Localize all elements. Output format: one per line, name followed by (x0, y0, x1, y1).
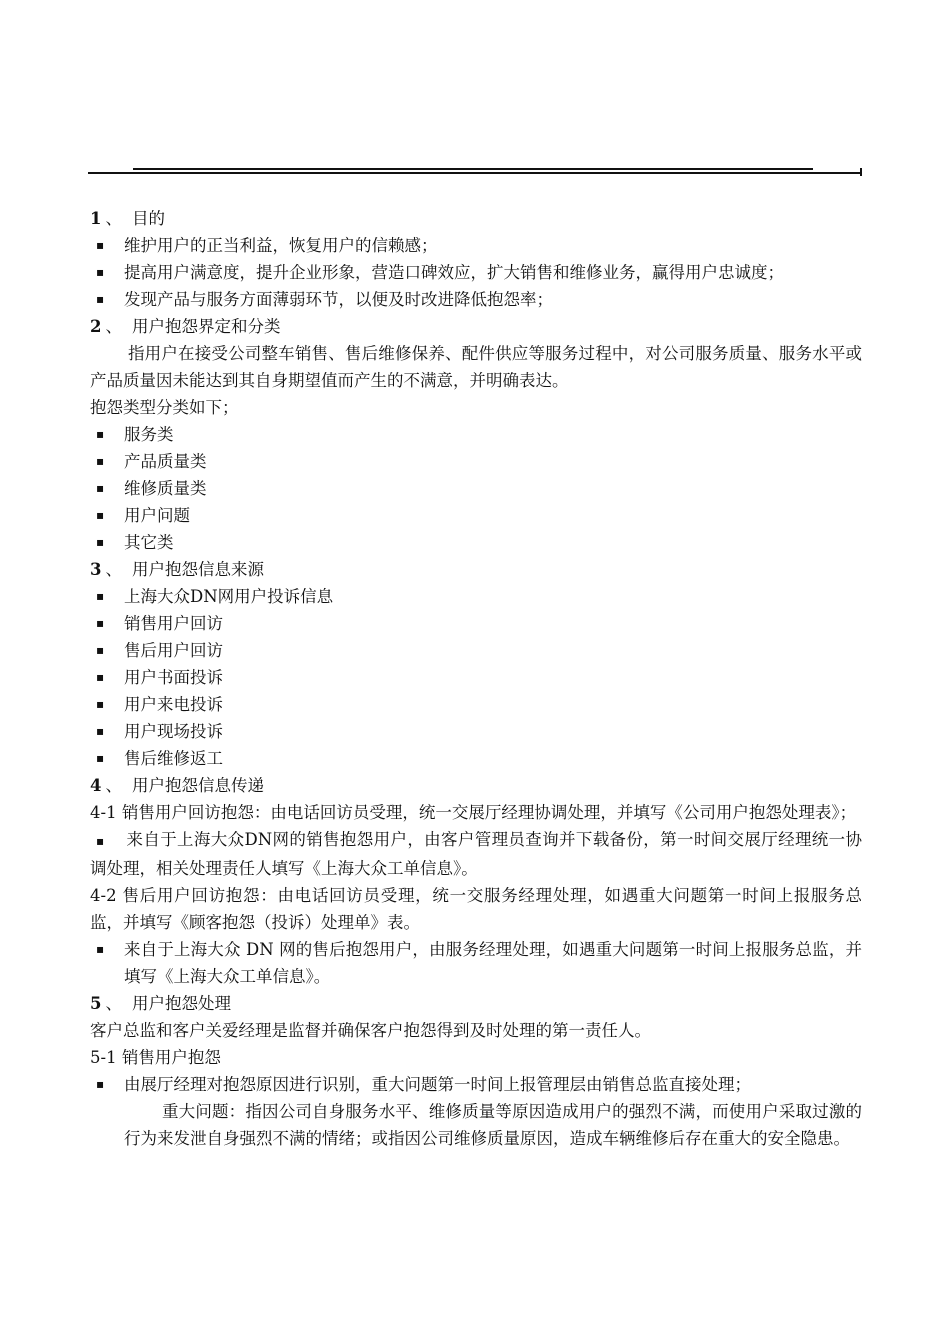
header-rule-outer (88, 172, 862, 174)
bullet-icon: ▪ (96, 265, 105, 279)
bullet-icon: ▪ (96, 1077, 105, 1091)
paragraph-4-1-bullet: ▪ 来自于上海大众DN网的销售抱怨用户，由客户管理员查询并下载备份，第一时间交展厅经理统一协调处理，相关处理责任人填写《上海大众工单信息》。 (90, 830, 863, 878)
list-item: ▪ 销售用户回访 (90, 610, 862, 637)
section-heading-3: 3 、 用户抱怨信息来源 (90, 560, 264, 579)
header-rule-inner (133, 168, 813, 170)
bullet-icon: ▪ (96, 724, 105, 738)
bullet-icon: ▪ (96, 616, 105, 630)
list-item: ▪ 维修质量类 (90, 475, 862, 502)
list-item: ▪ 用户来电投诉 (90, 691, 862, 718)
bullet-icon: ▪ (96, 751, 105, 765)
list-item: ▪ 其它类 (90, 529, 862, 556)
bullet-icon: ▪ (96, 454, 105, 468)
bullet-icon: ▪ (96, 238, 105, 252)
header-rule-tick (860, 168, 862, 176)
bullet-icon: ▪ (96, 481, 105, 495)
subheading-5-1: 5-1 销售用户抱怨 (90, 1048, 221, 1067)
list-item: ▪ 售后维修返工 (90, 745, 862, 772)
section-heading-4: 4 、 用户抱怨信息传递 (90, 776, 264, 795)
list-item: ▪ 提高用户满意度，提升企业形象，营造口碑效应，扩大销售和维修业务，赢得用户忠诚度； (90, 259, 862, 286)
bullet-icon: ▪ (96, 292, 105, 306)
list-item: ▪ 上海大众DN网用户投诉信息 (90, 583, 862, 610)
list-item: ▪ 发现产品与服务方面薄弱环节，以便及时改进降低抱怨率； (90, 286, 862, 313)
bullet-icon: ▪ (96, 834, 105, 848)
bullet-icon: ▪ (96, 508, 105, 522)
bullet-icon: ▪ (96, 942, 105, 956)
paragraph-definition: 指用户在接受公司整车销售、售后维修保养、配件供应等服务过程中，对公司服务质量、服务水平或产品质量因未能达到其自身期望值而产生的不满意，并明确表达。 (90, 344, 862, 390)
list-item: ▪ 产品质量类 (90, 448, 862, 475)
document-body (90, 205, 862, 1152)
list-item: ▪ 来自于上海大众 DN 网的售后抱怨用户，由服务经理处理，如遇重大问题第一时间上报服务总监，并填写《上海大众工单信息》。 (90, 936, 862, 990)
list-item: ▪ 售后用户回访 (90, 637, 862, 664)
paragraph-5: 客户总监和客户关爱经理是监督并确保客户抱怨得到及时处理的第一责任人。 (90, 1021, 651, 1040)
bullet-icon: ▪ (96, 427, 105, 441)
list-item: ▪ 服务类 (90, 421, 862, 448)
paragraph-major-issue: 重大问题：指因公司自身服务水平、维修质量等原因造成用户的强烈不满，而使用户采取过激的行为来发泄自身强烈不满的情绪；或指因公司维修质量原因，造成车辆维修后存在重大的安全隐患。 (124, 1102, 862, 1148)
paragraph-4-2: 4-2 售后用户回访抱怨：由电话回访员受理，统一交服务经理处理，如遇重大问题第一时间上报服务总监，并填写《顾客抱怨（投诉）处理单》表。 (90, 886, 862, 932)
list-item: ▪ 维护用户的正当利益，恢复用户的信赖感； (90, 232, 862, 259)
list-item: ▪ 用户问题 (90, 502, 862, 529)
section-heading-2: 2 、 用户抱怨界定和分类 (90, 317, 281, 336)
section-heading-5: 5 、 用户抱怨处理 (90, 994, 231, 1013)
bullet-icon: ▪ (96, 670, 105, 684)
section-heading-1: 1 、 目的 (90, 209, 165, 228)
list-item: ▪ 由展厅经理对抱怨原因进行识别，重大问题第一时间上报管理层由销售总监直接处理； (90, 1071, 862, 1098)
bullet-icon: ▪ (96, 535, 105, 549)
bullet-icon: ▪ (96, 697, 105, 711)
bullet-icon: ▪ (96, 643, 105, 657)
bullet-icon: ▪ (96, 589, 105, 603)
list-item: ▪ 用户现场投诉 (90, 718, 862, 745)
list-item: ▪ 用户书面投诉 (90, 664, 862, 691)
paragraph-4-1: 4-1 销售用户回访抱怨：由电话回访员受理，统一交展厅经理协调处理，并填写《公司用户抱怨处理表》； (90, 803, 857, 822)
types-label: 抱怨类型分类如下； (90, 398, 239, 417)
